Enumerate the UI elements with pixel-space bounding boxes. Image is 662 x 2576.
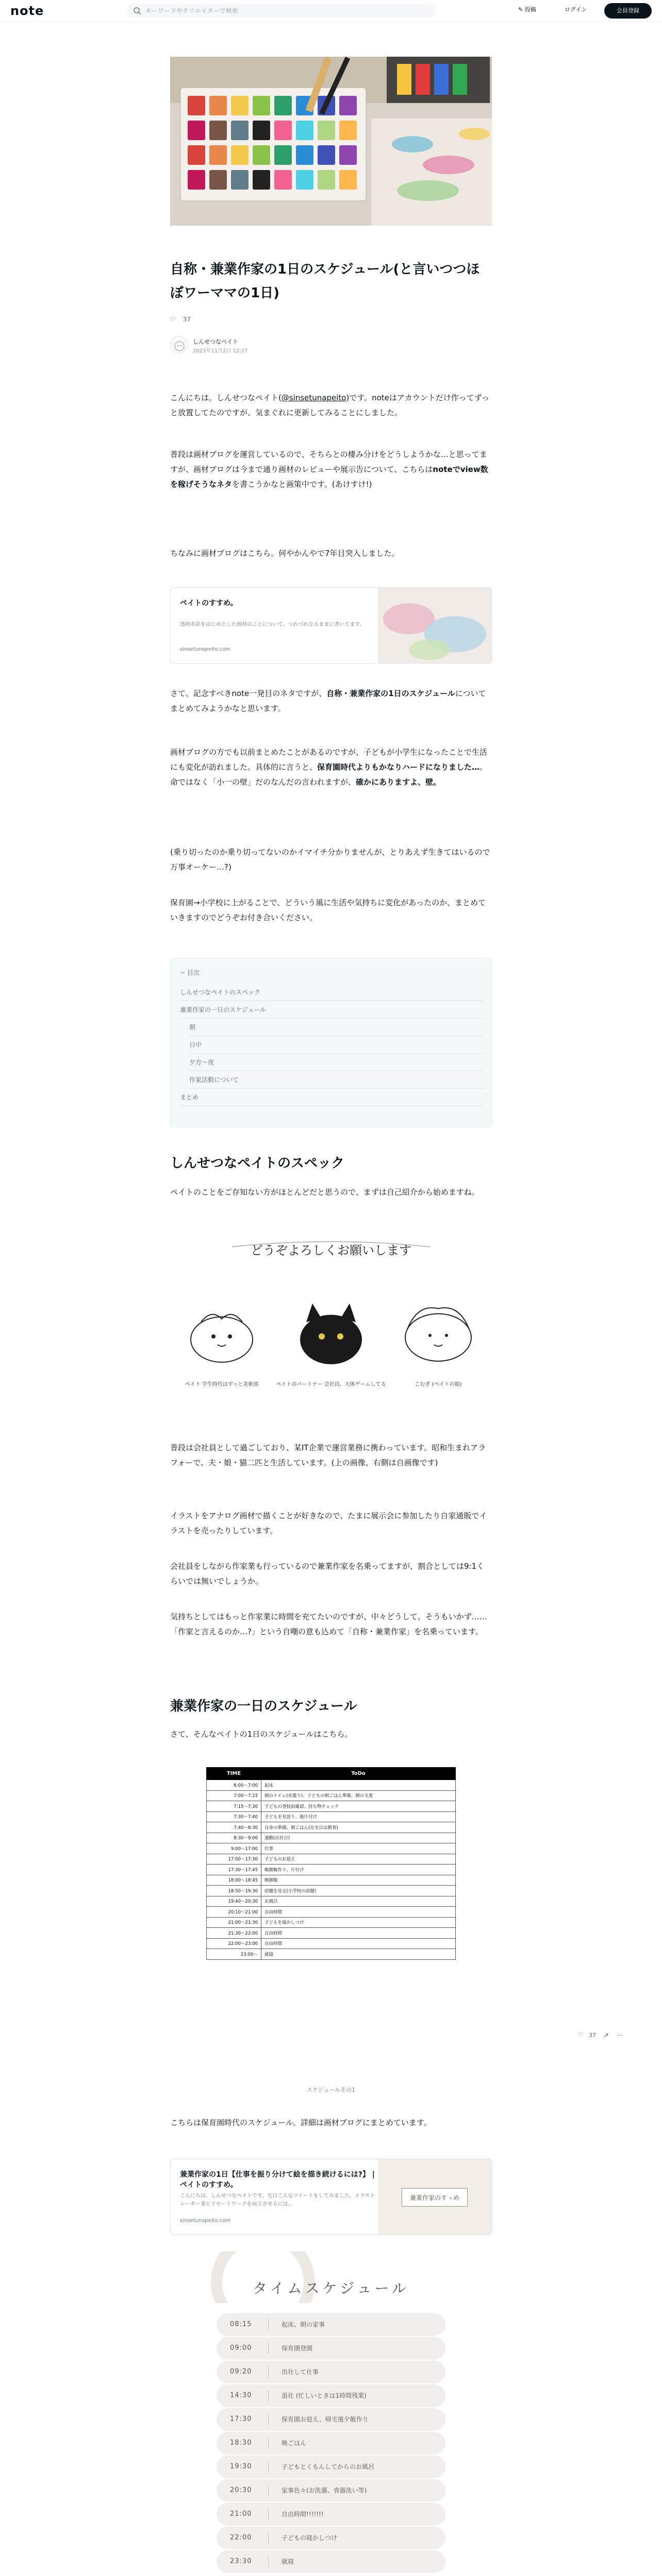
table-cell-time: 19:40〜20:30 [207, 1896, 261, 1907]
table-cell-todo: 宿題を見る(小学校の宿題) [261, 1886, 456, 1896]
paint-pan [253, 96, 270, 115]
timeline-row [217, 2550, 445, 2573]
table-row [207, 1875, 456, 1886]
paint-pan [318, 145, 335, 165]
intro-text: 普段は画材ブログを運営しているので、そちらとの棲み分けをどうしようかな…と思ってますが、画材ブログは今まで通り画材のレビューや展示告について、こちらは [170, 450, 487, 474]
body-text: 画材ブログの方でも以前まとめたことがあるのですが、子どもが小学生になったことで生活にも変化が訪れました。具体的に言うと、 [170, 748, 488, 772]
author-name[interactable]: しんせつなペイト [193, 338, 238, 345]
table-cell-todo: 自身の準備、朝ごはん(在宅日は朝食) [261, 1822, 456, 1833]
timeline-divider [268, 2461, 269, 2472]
table-row [207, 1949, 456, 1960]
avatar[interactable] [170, 336, 188, 353]
table-cell-todo: 自由時間 [261, 1938, 456, 1949]
like-row[interactable] [170, 316, 191, 326]
card-thumbnail [378, 2159, 491, 2235]
paint-pan [188, 121, 205, 140]
eyecatch-image [170, 57, 492, 226]
search-input[interactable] [145, 4, 429, 18]
table-cell-time: 17:00〜17:30 [207, 1854, 261, 1865]
table-row [207, 1790, 456, 1801]
body-paragraph-3: (乗り切ったのか乗り切ってないのかイマイチ分かりませんが、とりあえず生きてはいるので万事オーケー…?) [170, 848, 490, 872]
body-text: についてまとめてみようかなと思います。 [170, 689, 486, 713]
timeline-time: 22:00 [230, 2534, 252, 2541]
timeline-divider [268, 2509, 269, 2520]
card-thumbnail [378, 588, 491, 664]
table-cell-time: 17:30〜17:45 [207, 1865, 261, 1875]
table-cell-todo: 子どものお迎え [261, 1854, 456, 1865]
table-cell-time: 6:00〜7:00 [207, 1780, 261, 1791]
schedule-paragraph-2: こちらは保育園時代のスケジュール。詳細は画材ブログにまとめています。 [170, 2118, 432, 2127]
timeline-task: 子どもの寝かしつけ [282, 2534, 338, 2541]
table-cell-time: 20:10〜21:00 [207, 1907, 261, 1918]
paint-pan [231, 96, 249, 115]
paint-pan [188, 145, 205, 165]
paint-pan [209, 121, 227, 140]
toc-item[interactable]: 作家活動について [189, 1071, 483, 1089]
table-cell-todo: 子どもを寝かしつけ [261, 1917, 456, 1928]
post-label: 投稿 [524, 6, 536, 13]
table-cell-time: 7:15〜7:30 [207, 1801, 261, 1812]
table-row [207, 1886, 456, 1896]
post-button[interactable] [518, 5, 536, 13]
table-cell-todo: 朝のトイレ(水遣り)、子どもの朝ごはん準備、朝の支度 [261, 1790, 456, 1801]
timeline-time: 08:15 [230, 2320, 252, 2328]
timeline-row [217, 2384, 445, 2407]
table-cell-time: 21:30〜22:00 [207, 1928, 261, 1939]
table-header-todo: ToDo [261, 1768, 456, 1780]
table-cell-todo: 子どもの登校前確認、持ち物チェック [261, 1801, 456, 1812]
register-button[interactable]: 会員登録 [604, 3, 652, 19]
timeline-image [170, 2251, 492, 2576]
thumbnail-text: 兼業作家のすゝめ [402, 2188, 468, 2207]
spec-paragraph-4: 会社員をしながら作家業も行っているので兼業作家を名乗ってますが、割合としては9:1くらいでは無いでしょうか。 [170, 1562, 485, 1586]
table-row [207, 1801, 456, 1812]
timeline-time: 18:30 [230, 2439, 252, 2447]
illustration-caption-2: ペイトのパートナー 会社員。大体ゲームしてる [276, 1382, 386, 1387]
table-cell-time: 18:50〜19:30 [207, 1886, 261, 1896]
paint-pan [188, 170, 205, 190]
publish-date: 2023年11月2日 12:27 [193, 348, 248, 354]
link-card-article[interactable] [170, 2159, 492, 2235]
body-bold: 自称・兼業作家の1日のスケジュール [326, 689, 455, 698]
table-cell-todo: 仕事 [261, 1843, 456, 1854]
paint-pan [231, 170, 249, 190]
heart-icon[interactable]: ♡ [170, 316, 176, 323]
section-heading-spec: しんせつなペイトのスペック [170, 1156, 345, 1171]
table-cell-time: 21:00〜21:30 [207, 1917, 261, 1928]
paint-pan [231, 121, 249, 140]
paint-pan [274, 145, 292, 165]
timeline-task: 出社して仕事 [282, 2368, 319, 2376]
table-header-time: TIME [207, 1768, 261, 1780]
spec-paragraph-5: 気持ちとしてはもっと作家業に時間を充てたいのですが、中々どうして、そうもいかず……「作家と言えるのか…?」という自嘲の意も込めて「自称・兼業作家」を名乗っています。 [170, 1612, 487, 1636]
table-row [207, 1917, 456, 1928]
search-box[interactable] [127, 4, 436, 18]
more-icon[interactable]: ⋯ [617, 2032, 623, 2040]
timeline-time: 09:00 [230, 2344, 252, 2352]
table-cell-todo: 自由時間 [261, 1907, 456, 1918]
minus-icon: − [180, 969, 187, 976]
table-cell-todo: 起床 [261, 1780, 456, 1791]
paint-pan [253, 121, 270, 140]
paint-pan [339, 145, 357, 165]
paint-pan [339, 121, 357, 140]
illustration-caption-3: こむぎ (ペイトの娘) [415, 1382, 462, 1387]
article-title: 自称・兼業作家の1日のスケジュール(と言いつつほぼワーママの1日) [170, 262, 480, 301]
table-cell-time: 7:30〜7:40 [207, 1811, 261, 1822]
timeline-row [217, 2503, 445, 2526]
timeline-divider [268, 2366, 269, 2378]
table-row [207, 1938, 456, 1949]
intro-bold: noteでview数を稼げそうなネタ [170, 465, 488, 489]
toc-item[interactable]: 夕方〜夜 [189, 1054, 483, 1071]
paint-pan [253, 145, 270, 165]
timeline-task: 子どもとくもんしてからのお風呂 [282, 2463, 375, 2470]
timeline-task: 就寝 [282, 2558, 294, 2565]
intro-text: )です。noteはアカウントだけ作ってずっと放置してたのですが、気まぐれに更新してみることにしました。 [170, 393, 489, 417]
timeline-task: 起床、朝の家事 [282, 2321, 325, 2328]
table-row [207, 1811, 456, 1822]
table-row [207, 1822, 456, 1833]
illustration-title: どうぞよろしくお願いします [251, 1243, 411, 1258]
table-of-contents [170, 958, 492, 1127]
table-cell-time: 9:00〜17:00 [207, 1843, 261, 1854]
paint-pan [274, 121, 292, 140]
body-bold: 確かにありますよ、壁。 [356, 777, 441, 787]
caption-schedule-1: スケジュールその1 [306, 2087, 356, 2093]
like-count: 37 [183, 316, 191, 323]
paint-pan [318, 170, 335, 190]
timeline-time: 14:30 [230, 2392, 252, 2399]
paint-pan [209, 145, 227, 165]
timeline-title: タイムスケジュール [253, 2280, 409, 2297]
table-cell-time: 7:00〜7:15 [207, 1790, 261, 1801]
toc-item[interactable]: しんせつなペイトのスペック [180, 984, 483, 1001]
note-logo[interactable]: note [10, 4, 44, 18]
toc-item[interactable]: 朝 [189, 1019, 483, 1036]
timeline-row [217, 2408, 445, 2431]
card-title: ペイトのすすめ。 [180, 599, 238, 607]
timeline-time: 09:20 [230, 2368, 252, 2376]
heart-icon[interactable]: ♡ [577, 2031, 583, 2038]
table-cell-todo: 自由時間 [261, 1928, 456, 1939]
timeline-divider [268, 2414, 269, 2425]
author-info[interactable] [170, 334, 376, 357]
table-row [207, 1833, 456, 1843]
timeline-row [217, 2432, 445, 2454]
table-cell-todo: お風呂 [261, 1896, 456, 1907]
intro-text: こんにちは。しんせつなペイト( [170, 393, 282, 402]
timeline-time: 20:30 [230, 2486, 252, 2494]
spec-paragraph-3: イラストをアナログ画材で描くことが好きなので、たまに展示会に参加したり自家通販でイラストを売ったりしています。 [170, 1511, 487, 1535]
timeline-row [217, 2479, 445, 2502]
table-row [207, 1896, 456, 1907]
paint-pan [318, 121, 335, 140]
paint-pan [253, 170, 270, 190]
intro-text: を書こうかなと画策中です。(あけすけ!) [232, 480, 372, 489]
table-cell-todo: 晩御飯 [261, 1875, 456, 1886]
timeline-row [217, 2455, 445, 2478]
table-cell-todo: 子どもを見送り、後片付け [261, 1811, 456, 1822]
body-text: さて、記念すべきnote一発目のネタですが、 [170, 689, 327, 698]
body-paragraph-4: 保育園→小学校に上がることで、どういう風に生活や気持ちに変化があったのか、まとめていきますのでどうぞお付き合いください。 [170, 898, 486, 922]
table-row [207, 1780, 456, 1791]
timeline-time: 21:00 [230, 2510, 252, 2518]
table-cell-time: 18:00〜18:45 [207, 1875, 261, 1886]
toc-title-label: 目次 [187, 969, 200, 976]
body-paragraph-2 [170, 745, 492, 790]
paint-pan [209, 170, 227, 190]
intro-paragraph-1 [170, 391, 492, 420]
table-row [207, 1907, 456, 1918]
timeline-task: 晩ごはん [282, 2439, 307, 2447]
timeline-divider [268, 2532, 269, 2544]
timeline-divider [268, 2485, 269, 2496]
floating-actions [577, 2030, 634, 2042]
timeline-row [217, 2527, 445, 2549]
table-cell-time: 7:40〜8:30 [207, 1822, 261, 1833]
toc-title[interactable] [180, 968, 200, 977]
share-icon[interactable]: ↗ [603, 2032, 609, 2040]
table-cell-time: 22:00〜23:00 [207, 1938, 261, 1949]
paint-pan [188, 96, 205, 115]
body-text: 。命ではなく「小一の壁」だのなんだの言われますが、 [170, 762, 488, 787]
paint-pan [296, 145, 313, 165]
card-url: sinsetunapeito.com [180, 647, 231, 652]
card-desc: こんにちは。しんせつなペイトです。先日こんなツイートをしてみました。イラストレーター業とリモートワークを両立させるには… [180, 2193, 375, 2207]
timeline-divider [268, 2319, 269, 2330]
paint-pan [209, 96, 227, 115]
table-cell-time: 23:00〜 [207, 1949, 261, 1960]
body-bold: 保育園時代よりもかなりハードになりました… [317, 762, 480, 772]
login-button[interactable]: ログイン [565, 6, 587, 13]
link-card-blog[interactable] [170, 587, 492, 664]
float-like-count: 37 [589, 2032, 596, 2039]
timeline-divider [268, 2556, 269, 2567]
table-row [207, 1928, 456, 1939]
paint-pan [274, 96, 292, 115]
intro-paragraph-2 [170, 447, 492, 492]
illustration-caption-1: ペイト 学生時代はずっと美術部 [185, 1382, 259, 1387]
timeline-task: 退社 (忙しいときは1時間残業) [282, 2392, 367, 2399]
paint-pan [296, 170, 313, 190]
toc-item[interactable]: 兼業作家の一日のスケジュール [180, 1001, 483, 1019]
toc-item[interactable]: 日中 [189, 1036, 483, 1054]
card-desc: 透明水彩をはじめとした画材のことについて、つれづれなるままに書いてます。 [180, 622, 365, 628]
timeline-time: 23:30 [230, 2557, 252, 2565]
table-cell-todo: 晩御飯作り、片付け [261, 1865, 456, 1875]
timeline-task: 家事色々(お洗濯、食器洗い等) [282, 2487, 367, 2494]
timeline-row [217, 2313, 445, 2336]
paint-pan [231, 145, 249, 165]
site-header [0, 0, 662, 22]
paint-pan [296, 121, 313, 140]
section-heading-schedule: 兼業作家の一日のスケジュール [170, 1699, 357, 1714]
spec-paragraph-1: ペイトのことをご存知ない方がほとんどだと思うので、まずは自己紹介から始めますね。 [170, 1188, 479, 1197]
timeline-divider [268, 2437, 269, 2449]
timeline-task: 保育園お迎え、帰宅後夕飯作り [282, 2416, 369, 2423]
timeline-row [217, 2337, 445, 2360]
intro-paragraph-3: ちなみに画材ブログはこちら。何やかんやで7年目突入しました。 [170, 549, 400, 558]
search-icon [133, 7, 141, 15]
timeline-divider [268, 2390, 269, 2401]
timeline-task: 自由時間!!!!!!! [282, 2511, 324, 2518]
spec-paragraph-2: 普段は会社員として過ごしており、某IT企業で運営業務に携わっています。昭和生まれアラフォーで、夫・娘・猫二匹と生活しています。(上の画像、右側は自画像です) [170, 1443, 486, 1467]
twitter-handle-link[interactable]: @sinsetunapeito [281, 393, 346, 402]
table-row [207, 1843, 456, 1854]
body-paragraph-1 [170, 686, 492, 716]
table-cell-todo: 就寝 [261, 1949, 456, 1960]
timeline-task: 保育園登園 [282, 2345, 313, 2352]
timeline-row [217, 2361, 445, 2383]
schedule-paragraph-1: さて、そんなペイトの1日のスケジュールはこちら。 [170, 1730, 353, 1739]
paint-pan [339, 170, 357, 190]
table-cell-time: 8:30〜9:00 [207, 1833, 261, 1843]
table-cell-todo: 通勤(出社日) [261, 1833, 456, 1843]
timeline-time: 19:30 [230, 2463, 252, 2470]
table-row [207, 1865, 456, 1875]
paint-pan [274, 170, 292, 190]
pen-icon: ✎ [518, 6, 525, 13]
paint-pan [339, 96, 357, 115]
timeline-time: 17:30 [230, 2415, 252, 2423]
card-url: sinsetunapeito.com [180, 2218, 231, 2224]
card-title: 兼業作家の1日【仕事を振り分けて絵を描き続けるには?】 | ペイトのすすめ。 [180, 2171, 375, 2189]
self-intro-illustration [170, 1231, 492, 1422]
table-row [207, 1854, 456, 1865]
toc-item[interactable]: まとめ [180, 1089, 483, 1106]
timeline-divider [268, 2343, 269, 2354]
schedule-table [206, 1767, 456, 1960]
